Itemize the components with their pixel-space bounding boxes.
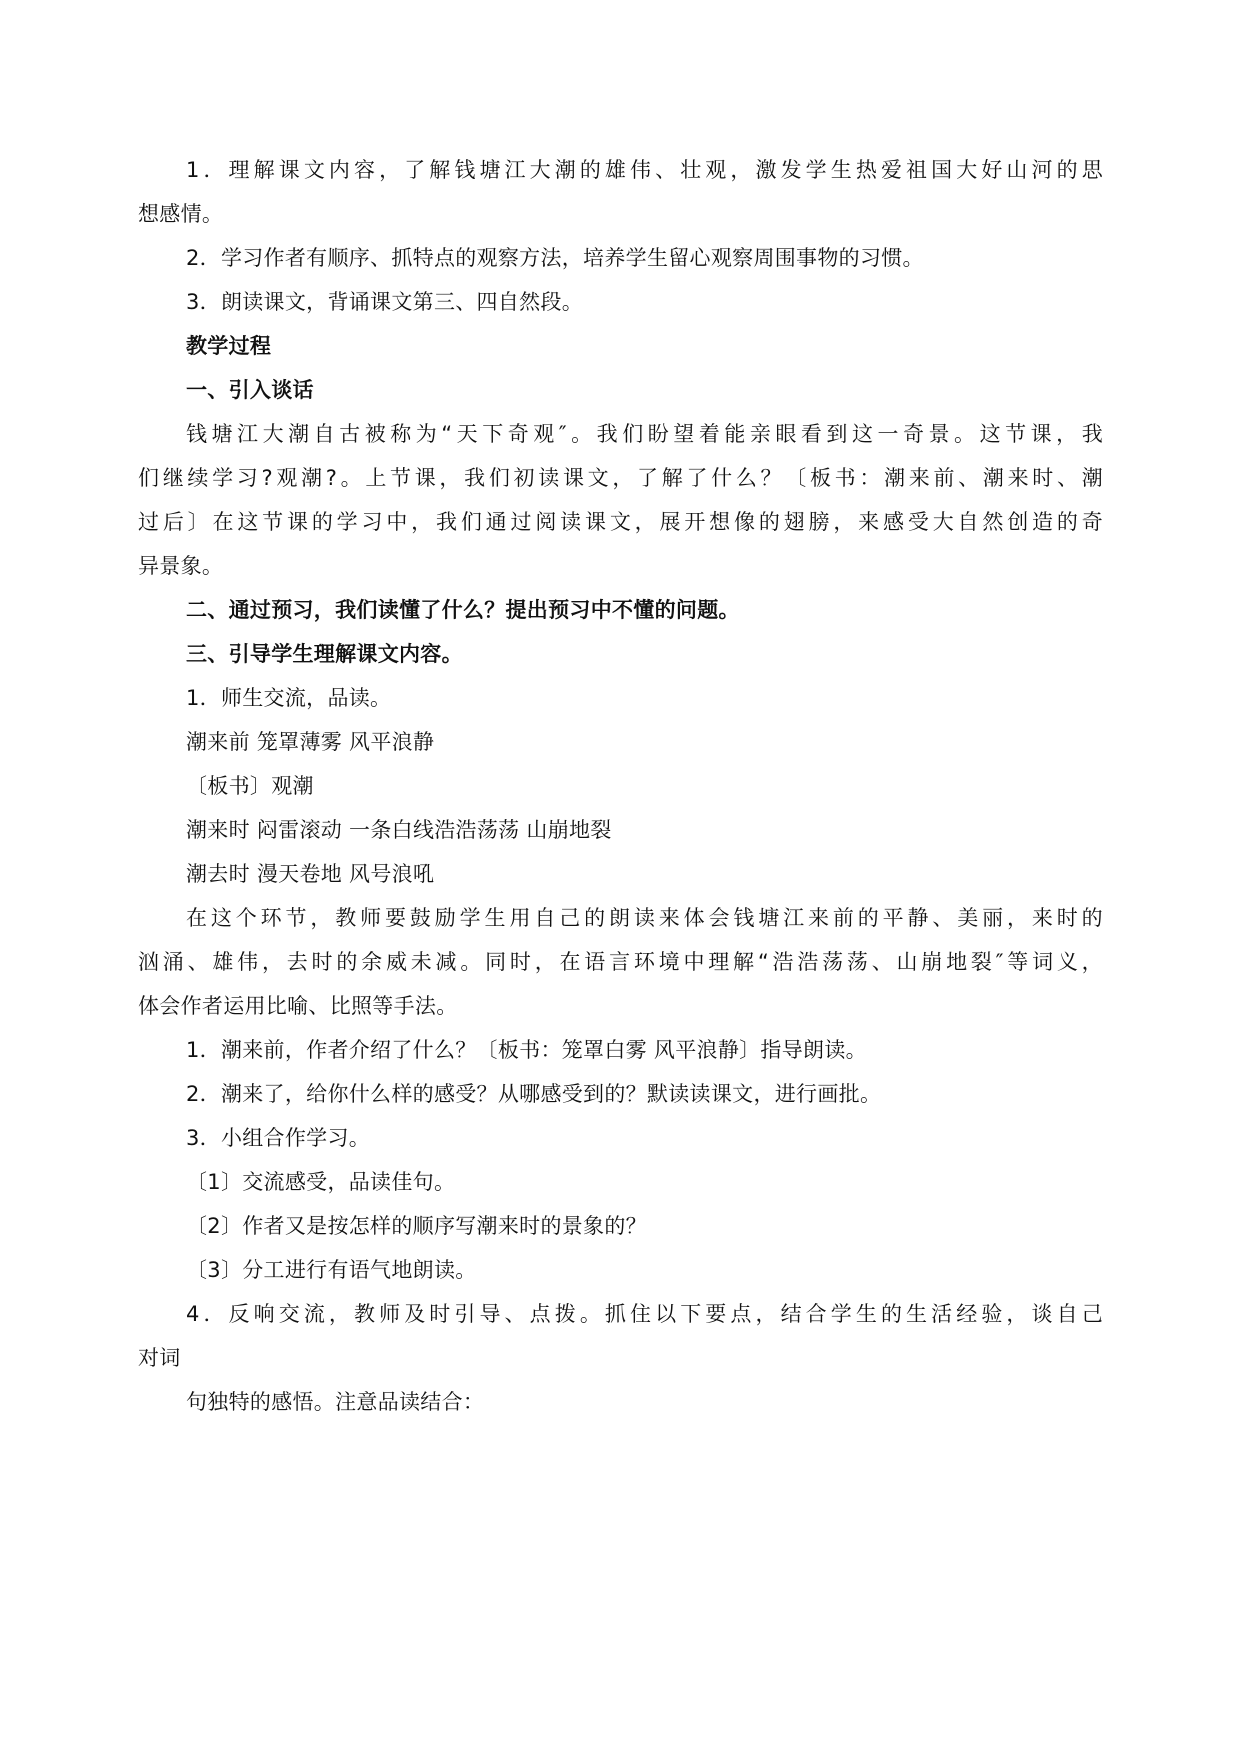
section-3-paragraph-line-1: 在这个环节，教师要鼓励学生用自己的朗读来体会钱塘江来前的平静、美丽，来时的 bbox=[186, 906, 1103, 930]
process-heading: 教学过程 bbox=[186, 334, 272, 358]
section-1-paragraph-line-4: 异景象。 bbox=[138, 554, 224, 578]
section-2-heading: 二、通过预习，我们读懂了什么？提出预习中不懂的问题。 bbox=[186, 598, 740, 622]
section-1-paragraph-line-1: 钱塘江大潮自古被称为“天下奇观″。我们盼望着能亲眼看到这一奇景。这节课，我 bbox=[186, 422, 1103, 446]
board-after-tide: 潮去时 漫天卷地 风号浪吼 bbox=[186, 862, 435, 886]
question-4-line-3: 句独特的感悟。注意品读结合： bbox=[186, 1390, 485, 1414]
question-3-sub-1: 〔1〕交流感受，品读佳句。 bbox=[186, 1170, 456, 1194]
question-4-line-2: 对词 bbox=[138, 1346, 181, 1370]
question-1: 1．潮来前，作者介绍了什么？〔板书：笼罩白雾 风平浪静〕指导朗读。 bbox=[186, 1038, 867, 1062]
question-3: 3．小组合作学习。 bbox=[186, 1126, 371, 1150]
section-1-paragraph-line-3: 过后〕在这节课的学习中，我们通过阅读课文，展开想像的翅膀，来感受大自然创造的奇 bbox=[138, 510, 1103, 534]
board-title: 〔板书〕观潮 bbox=[186, 774, 314, 798]
question-4-line-1: 4．反响交流，教师及时引导、点拨。抓住以下要点，结合学生的生活经验，谈自己 bbox=[186, 1302, 1103, 1326]
goal-item-2: 2．学习作者有顺序、抓特点的观察方法，培养学生留心观察周围事物的习惯。 bbox=[186, 246, 924, 270]
goal-item-1-line-1: 1．理解课文内容，了解钱塘江大潮的雄伟、壮观，激发学生热爱祖国大好山河的思 bbox=[186, 158, 1103, 182]
section-3-heading: 三、引导学生理解课文内容。 bbox=[186, 642, 463, 666]
board-before-tide: 潮来前 笼罩薄雾 风平浪静 bbox=[186, 730, 435, 754]
goal-item-3: 3．朗读课文，背诵课文第三、四自然段。 bbox=[186, 290, 584, 314]
section-3-step-1: 1．师生交流，品读。 bbox=[186, 686, 392, 710]
section-3-paragraph-line-3: 体会作者运用比喻、比照等手法。 bbox=[138, 994, 458, 1018]
board-during-tide: 潮来时 闷雷滚动 一条白线浩浩荡荡 山崩地裂 bbox=[186, 818, 612, 842]
goal-item-1-line-2: 想感情。 bbox=[138, 202, 224, 226]
question-2: 2．潮来了，给你什么样的感受？从哪感受到的？默读读课文，进行画批。 bbox=[186, 1082, 882, 1106]
section-1-heading: 一、引入谈话 bbox=[186, 378, 314, 402]
question-3-sub-3: 〔3〕分工进行有语气地朗读。 bbox=[186, 1258, 477, 1282]
section-3-paragraph-line-2: 汹涌、雄伟，去时的余威未减。同时，在语言环境中理解“浩浩荡荡、山崩地裂″等词义， bbox=[138, 950, 1103, 974]
question-3-sub-2: 〔2〕作者又是按怎样的顺序写潮来时的景象的？ bbox=[186, 1214, 647, 1238]
section-1-paragraph-line-2: 们继续学习?观潮?。上节课，我们初读课文，了解了什么？〔板书：潮来前、潮来时、潮 bbox=[138, 466, 1103, 490]
